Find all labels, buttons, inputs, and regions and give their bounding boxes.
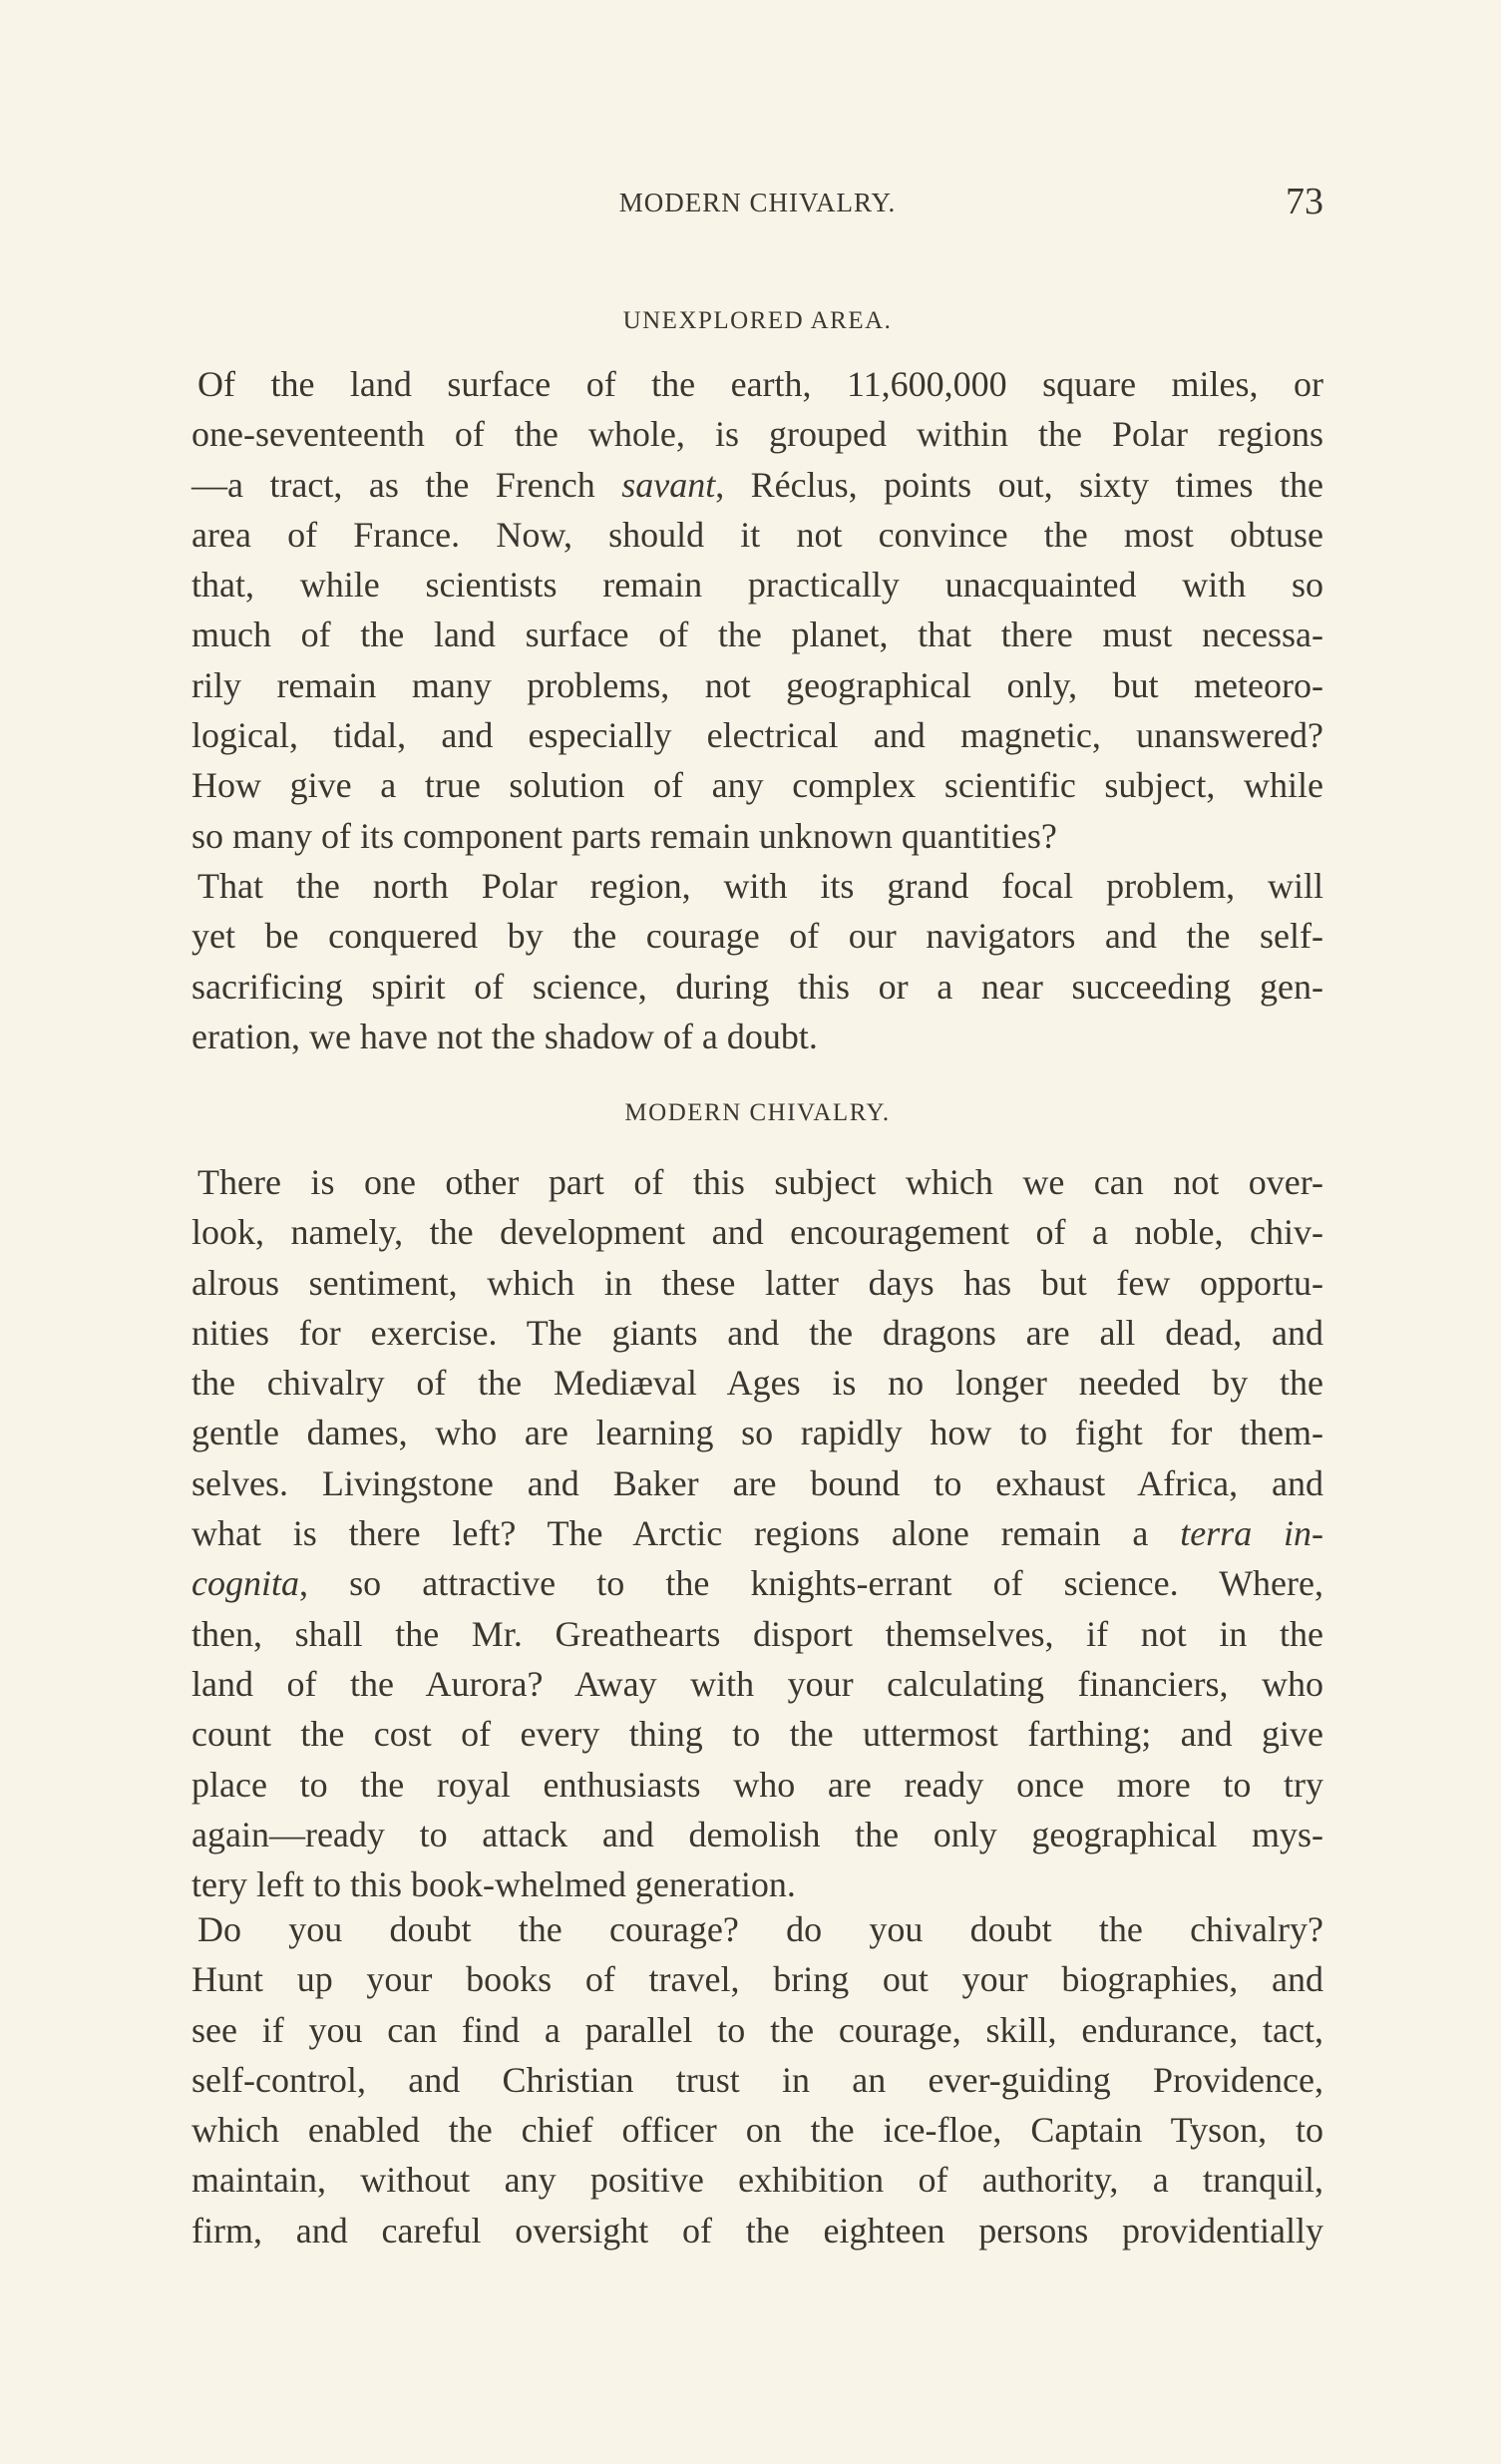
text-line: area of France. Now, should it not convince the most obtuse	[191, 514, 1323, 555]
paragraph	[191, 359, 1323, 861]
text-line: see if you can find a parallel to the courage, skill, endurance, tact,	[191, 2009, 1323, 2050]
paragraph	[191, 861, 1323, 1061]
text-line: count the cost of every thing to the uttermost farthing; and give	[191, 1714, 1323, 1755]
running-head	[191, 180, 1323, 223]
text-line: cognita, so attractive to the knights-errant of science. Where,	[191, 1563, 1323, 1604]
text-line: look, namely, the development and encouragement of a noble, chiv-	[191, 1212, 1323, 1253]
text-line: what is there left? The Arctic regions alone remain a terra in-	[191, 1513, 1323, 1554]
text-line: How give a true solution of any complex scientific subject, while	[191, 765, 1323, 806]
text-line: alrous sentiment, which in these latter days has but few opportu-	[191, 1262, 1323, 1303]
text-line: firm, and careful oversight of the eighteen persons providentially	[191, 2210, 1323, 2251]
text-line: yet be conquered by the courage of our navigators and the self-	[191, 916, 1323, 957]
text-line: —a tract, as the French savant, Réclus, points out, sixty times the	[191, 464, 1323, 505]
text-line: much of the land surface of the planet, that there must necessa-	[191, 615, 1323, 655]
text-line: Hunt up your books of travel, bring out your biographies, and	[191, 1959, 1323, 2000]
text-line: tery left to this book-whelmed generation.	[191, 1864, 796, 1905]
text-line: rily remain many problems, not geographical only, but meteoro-	[191, 664, 1323, 705]
text-line: then, shall the Mr. Greathearts disport themselves, if not in the	[191, 1613, 1323, 1654]
running-title: MODERN CHIVALRY.	[618, 188, 897, 217]
text-line: eration, we have not the shadow of a doubt.	[191, 1016, 818, 1056]
section-heading-modern-chivalry: MODERN CHIVALRY.	[624, 1099, 891, 1126]
text-line: which enabled the chief officer on the ice-floe, Captain Tyson, to	[191, 2110, 1323, 2151]
text-line: one-seventeenth of the whole, is grouped within the Polar regions	[191, 414, 1323, 455]
text-line: that, while scientists remain practically unacquainted with so	[191, 565, 1323, 606]
page-number: 73	[1286, 181, 1323, 222]
section-heading-unexplored-area: UNEXPLORED AREA.	[622, 307, 893, 334]
text-line: Do you doubt the courage? do you doubt the chivalry?	[197, 1909, 1323, 1949]
text-line: That the north Polar region, with its grand focal problem, will	[197, 866, 1323, 906]
text-line: again—ready to attack and demolish the only geographical mys-	[191, 1814, 1323, 1854]
text-line: place to the royal enthusiasts who are ready once more to try	[191, 1764, 1323, 1805]
text-line: There is one other part of this subject which we can not over-	[197, 1162, 1323, 1202]
paragraph	[191, 1157, 1323, 1909]
text-line: self-control, and Christian trust in an ever-guiding Providence,	[191, 2059, 1323, 2100]
paragraph	[191, 1904, 1323, 2256]
text-line: nities for exercise. The giants and the dragons are all dead, and	[191, 1312, 1323, 1353]
text-line: maintain, without any positive exhibition of authority, a tranquil,	[191, 2160, 1323, 2201]
text-line: the chivalry of the Mediæval Ages is no longer needed by the	[191, 1363, 1323, 1404]
text-line: so many of its component parts remain unknown quantities?	[191, 815, 1057, 856]
text-line: sacrificing spirit of science, during this or a near succeeding gen-	[191, 966, 1323, 1007]
text-line: Of the land surface of the earth, 11,600,000 square miles, or	[197, 364, 1323, 404]
text-line: logical, tidal, and especially electrical and magnetic, unanswered?	[191, 715, 1323, 756]
text-line: selves. Livingstone and Baker are bound to exhaust Africa, and	[191, 1462, 1323, 1503]
text-line: gentle dames, who are learning so rapidly how to fight for them-	[191, 1413, 1323, 1453]
text-line: land of the Aurora? Away with your calculating financiers, who	[191, 1663, 1323, 1704]
